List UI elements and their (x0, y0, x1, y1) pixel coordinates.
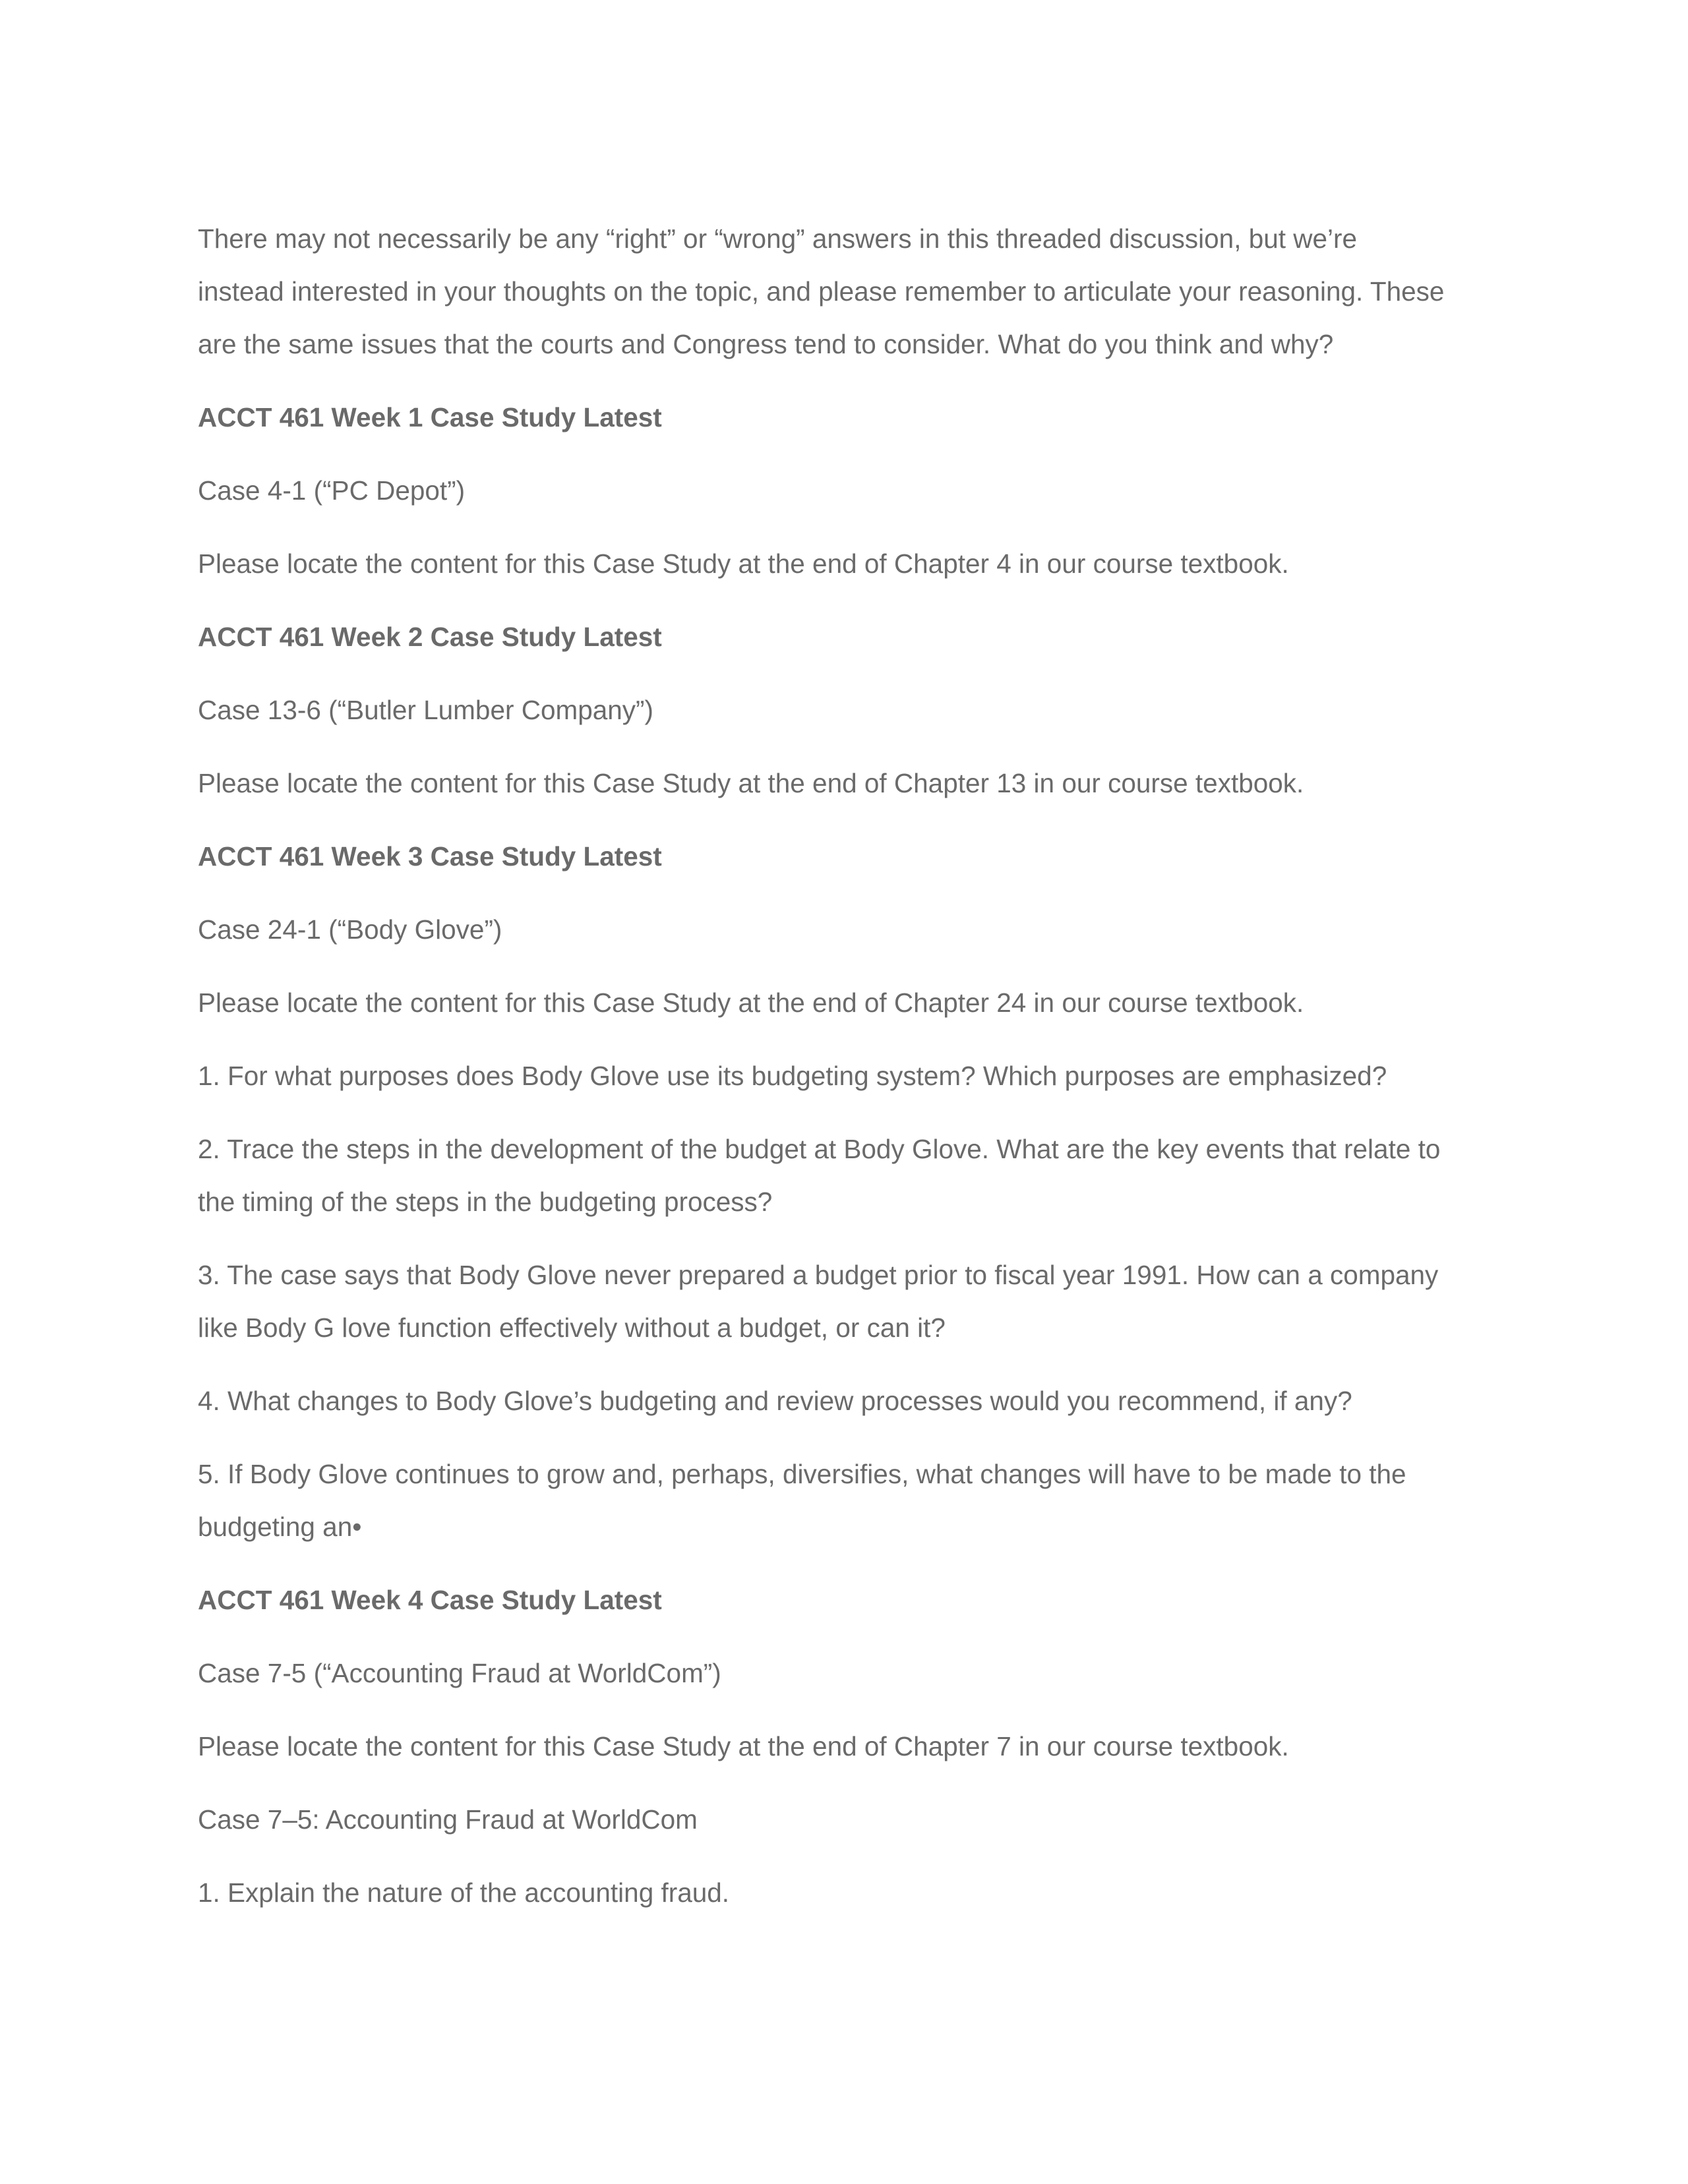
week4-case: Case 7-5 (“Accounting Fraud at WorldCom”) (198, 1658, 721, 1688)
week3-question-5-line-1: 5. If Body Glove continues to grow and, perhaps, diversifies, what changes will have to be made to the (198, 1459, 1406, 1489)
document-page (198, 212, 1490, 1939)
week3-case: Case 24-1 (“Body Glove”) (198, 914, 502, 945)
week3-question-2 (198, 1123, 1490, 1228)
week2-heading: ACCT 461 Week 2 Case Study Latest (198, 622, 662, 652)
week1-case: Case 4-1 (“PC Depot”) (198, 475, 466, 506)
week3-question-3-line-1: 3. The case says that Body Glove never prepared a budget prior to fiscal year 1991. How can a company (198, 1260, 1439, 1290)
week1-heading: ACCT 461 Week 1 Case Study Latest (198, 402, 662, 432)
week3-question-5 (198, 1448, 1490, 1553)
week4-heading: ACCT 461 Week 4 Case Study Latest (198, 1585, 662, 1615)
week3-question-5-line-2: budgeting an• (198, 1512, 362, 1542)
week2-locate: Please locate the content for this Case Study at the end of Chapter 13 in our course textbook. (198, 768, 1304, 798)
week4-locate: Please locate the content for this Case Study at the end of Chapter 7 in our course textbook. (198, 1731, 1289, 1761)
intro-line-3: are the same issues that the courts and Congress tend to consider. What do you think and why? (198, 329, 1334, 359)
week3-locate: Please locate the content for this Case Study at the end of Chapter 24 in our course textbook. (198, 988, 1304, 1018)
week2-case: Case 13-6 (“Butler Lumber Company”) (198, 695, 654, 725)
week4-question-1: 1. Explain the nature of the accounting fraud. (198, 1877, 730, 1908)
week1-locate: Please locate the content for this Case Study at the end of Chapter 4 in our course textbook. (198, 548, 1289, 579)
week3-question-4: 4. What changes to Body Glove’s budgeting and review processes would you recommend, if any? (198, 1386, 1352, 1416)
week3-question-3-line-2: like Body G love function effectively without a budget, or can it? (198, 1313, 946, 1343)
week4-case-title: Case 7–5: Accounting Fraud at WorldCom (198, 1804, 698, 1835)
week3-question-2-line-1: 2. Trace the steps in the development of the budget at Body Glove. What are the key events that relate to (198, 1134, 1441, 1164)
week3-heading: ACCT 461 Week 3 Case Study Latest (198, 841, 662, 871)
week3-question-3 (198, 1249, 1490, 1354)
week3-question-1: 1. For what purposes does Body Glove use its budgeting system? Which purposes are emphasized? (198, 1061, 1387, 1091)
week3-question-2-line-2: the timing of the steps in the budgeting process? (198, 1187, 773, 1217)
intro-line-1: There may not necessarily be any “right” or “wrong” answers in this threaded discussion, but we’re (198, 223, 1358, 254)
intro-line-2: instead interested in your thoughts on the topic, and please remember to articulate your reasoning. These (198, 276, 1445, 307)
intro-paragraph (198, 212, 1490, 370)
